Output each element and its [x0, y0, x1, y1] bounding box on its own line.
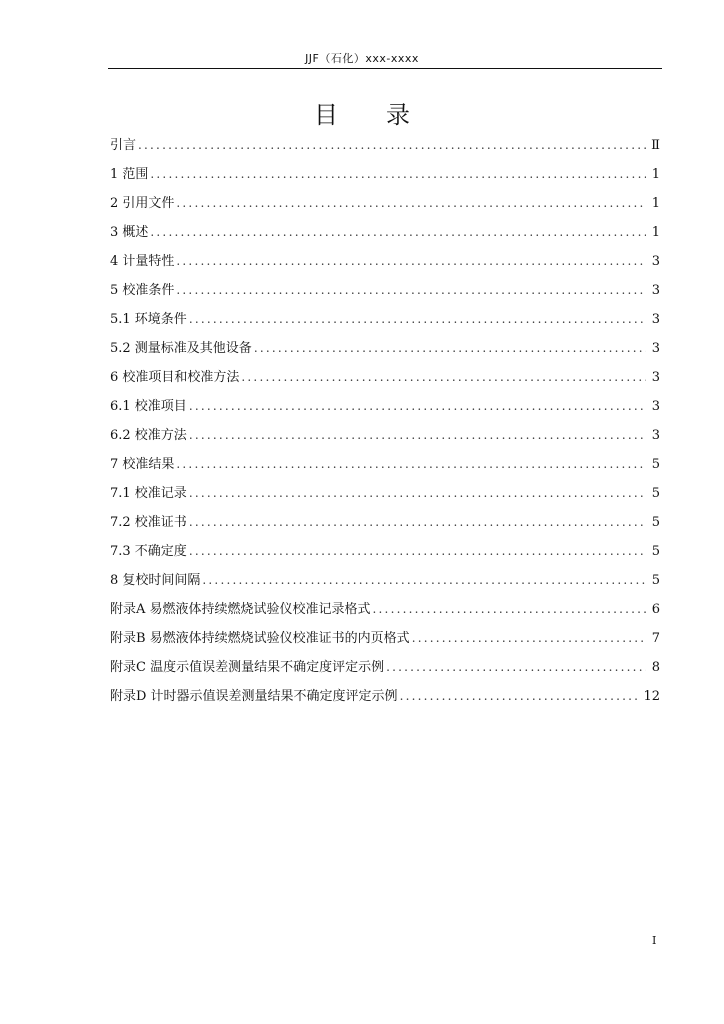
- toc-entry[interactable]: [110, 481, 660, 510]
- toc-entry[interactable]: [110, 684, 660, 713]
- toc-list: [110, 133, 660, 713]
- toc-entry-page: 3: [651, 283, 660, 298]
- toc-entry-page: 1: [651, 167, 660, 182]
- toc-entry-label: 3 概述: [110, 225, 149, 240]
- toc-entry[interactable]: [110, 278, 660, 307]
- toc-title: 目录: [314, 101, 458, 129]
- toc-entry-page: 5: [651, 573, 660, 588]
- toc-dot-leader: [138, 133, 646, 157]
- toc-entry-label: 附录C 温度示值误差测量结果不确定度评定示例: [110, 660, 385, 675]
- toc-entry[interactable]: [110, 626, 660, 655]
- running-header: JJF（石化）xxx-xxxx: [305, 52, 419, 65]
- toc-dot-leader: [373, 597, 646, 621]
- toc-entry[interactable]: [110, 568, 660, 597]
- toc-entry-label: 7.3 不确定度: [110, 544, 187, 559]
- toc-entry[interactable]: [110, 249, 660, 278]
- toc-entry-page: 3: [651, 341, 660, 356]
- toc-entry-page: 8: [651, 660, 660, 675]
- toc-entry-page: 3: [651, 370, 660, 385]
- toc-entry-label: 附录A 易燃液体持续燃烧试验仪校准记录格式: [110, 602, 371, 617]
- toc-dot-leader: [176, 278, 646, 302]
- toc-entry-page: 5: [651, 544, 660, 559]
- toc-entry-page: 5: [651, 486, 660, 501]
- toc-entry[interactable]: [110, 394, 660, 423]
- toc-entry-page: 1: [651, 196, 660, 211]
- toc-entry[interactable]: [110, 162, 660, 191]
- toc-entry[interactable]: [110, 365, 660, 394]
- toc-entry-label: 4 计量特性: [110, 254, 175, 269]
- toc-entry[interactable]: [110, 191, 660, 220]
- toc-dot-leader: [189, 481, 646, 505]
- toc-entry-label: 1 范围: [110, 167, 149, 182]
- toc-entry-page: 3: [651, 428, 660, 443]
- toc-entry-label: 6.1 校准项目: [110, 399, 187, 414]
- toc-entry-page: 3: [651, 399, 660, 414]
- toc-dot-leader: [189, 423, 646, 447]
- toc-dot-leader: [176, 452, 646, 476]
- toc-entry-label: 7.1 校准记录: [110, 486, 187, 501]
- toc-dot-leader: [189, 539, 646, 563]
- toc-dot-leader: [202, 568, 646, 592]
- toc-entry-label: 7 校准结果: [110, 457, 175, 472]
- toc-entry-label: 引言: [110, 138, 137, 153]
- toc-entry-page: 5: [651, 457, 660, 472]
- toc-entry-label: 8 复校时间间隔: [110, 573, 201, 588]
- toc-entry[interactable]: [110, 336, 660, 365]
- toc-entry[interactable]: [110, 423, 660, 452]
- toc-dot-leader: [241, 365, 646, 389]
- toc-dot-leader: [176, 249, 646, 273]
- toc-entry-label: 6.2 校准方法: [110, 428, 187, 443]
- toc-dot-leader: [254, 336, 646, 360]
- toc-dot-leader: [176, 191, 646, 215]
- toc-entry-label: 附录D 计时器示值误差测量结果不确定度评定示例: [110, 689, 398, 704]
- toc-entry[interactable]: [110, 133, 660, 162]
- toc-dot-leader: [386, 655, 646, 679]
- toc-entry-label: 5.1 环境条件: [110, 312, 187, 327]
- toc-entry[interactable]: [110, 539, 660, 568]
- toc-entry-page: Ⅱ: [651, 138, 660, 153]
- toc-dot-leader: [150, 220, 646, 244]
- toc-dot-leader: [400, 684, 640, 708]
- toc-entry-label: 2 引用文件: [110, 196, 175, 211]
- toc-dot-leader: [150, 162, 646, 186]
- toc-dot-leader: [189, 510, 646, 534]
- toc-entry-label: 7.2 校准证书: [110, 515, 187, 530]
- toc-entry-page: 12: [643, 689, 660, 704]
- toc-dot-leader: [412, 626, 646, 650]
- toc-entry-label: 6 校准项目和校准方法: [110, 370, 240, 385]
- toc-entry-page: 6: [651, 602, 660, 617]
- toc-entry[interactable]: [110, 220, 660, 249]
- toc-entry-label: 5 校准条件: [110, 283, 175, 298]
- toc-dot-leader: [189, 394, 646, 418]
- toc-entry-page: 5: [651, 515, 660, 530]
- toc-entry[interactable]: [110, 655, 660, 684]
- toc-entry[interactable]: [110, 510, 660, 539]
- toc-entry-page: 3: [651, 254, 660, 269]
- toc-entry-label: 5.2 测量标准及其他设备: [110, 341, 252, 356]
- toc-entry-page: 3: [651, 312, 660, 327]
- toc-entry[interactable]: [110, 307, 660, 336]
- toc-entry-page: 7: [651, 631, 660, 646]
- toc-dot-leader: [189, 307, 646, 331]
- header-divider: [108, 68, 662, 69]
- toc-entry-page: 1: [651, 225, 660, 240]
- toc-entry[interactable]: [110, 597, 660, 626]
- footer-page-number: I: [652, 934, 657, 947]
- toc-entry[interactable]: [110, 452, 660, 481]
- toc-entry-label: 附录B 易燃液体持续燃烧试验仪校准证书的内页格式: [110, 631, 410, 646]
